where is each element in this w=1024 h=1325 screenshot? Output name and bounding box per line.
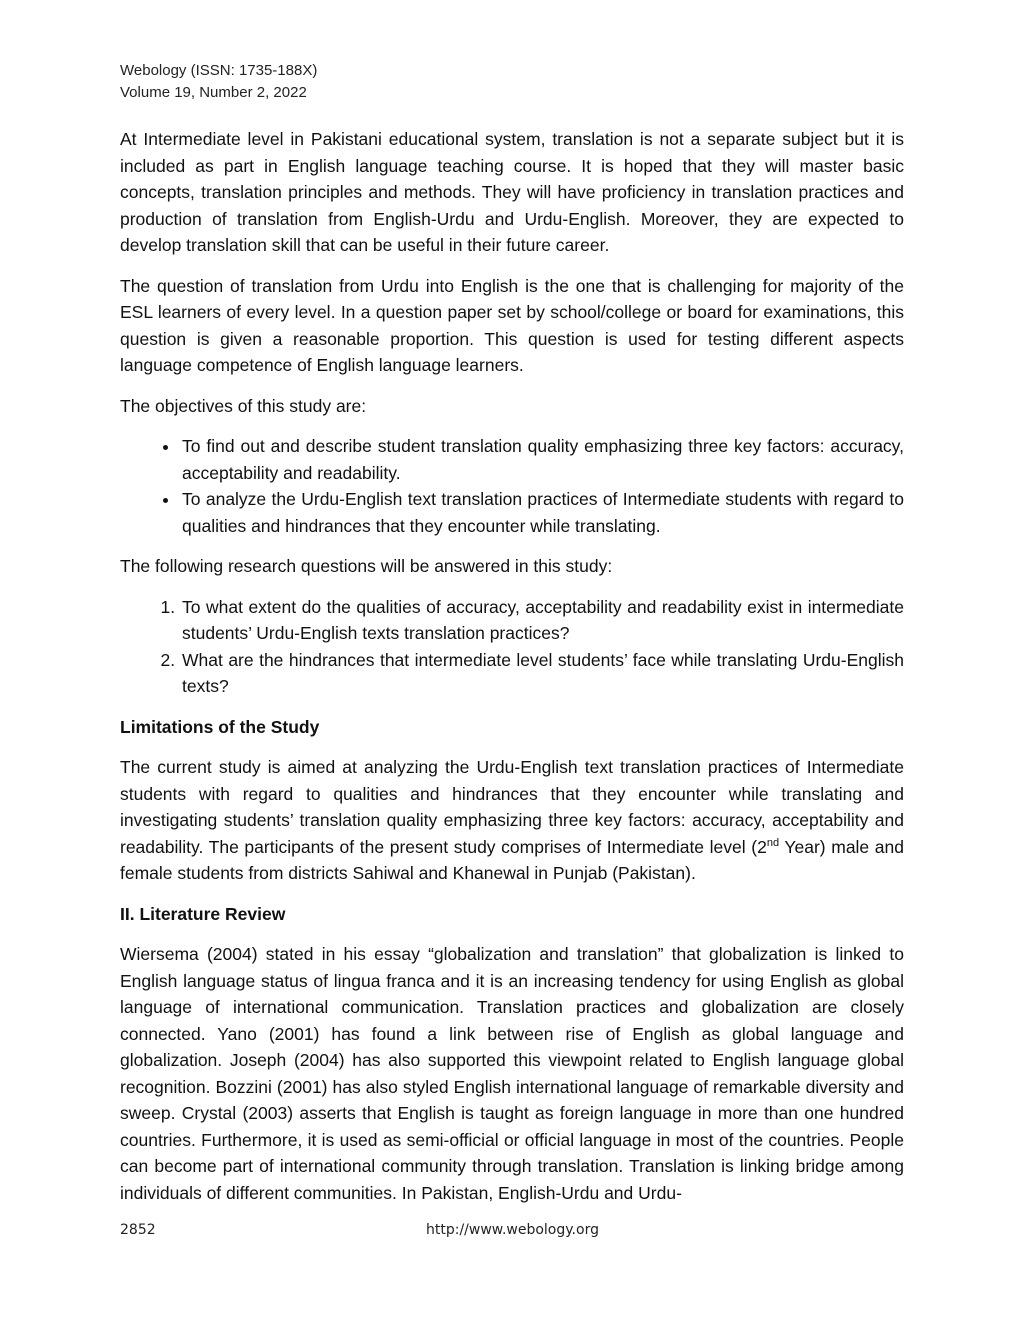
heading-literature-review: II. Literature Review	[120, 903, 286, 924]
journal-title: Webology (ISSN: 1735-188X)	[120, 62, 318, 79]
paragraph-literature-review: Wiersema (2004) stated in his essay “globalization and translation” that globalization is linked to English language status of lingua franca and it is an increasing tendency for using English as global language of international communication. Translation practices and globalization are closely connected. Yano (2001) has found a link between rise of English as global language and globalization. Joseph (2004) has also supported this viewpoint related to English language global recognition. Bozzini (2001) has also styled English international language of remarkable diversity and sweep. Crystal (2003) asserts that English is taught as foreign language in more than one hundred countries. Furthermore, it is used as semi-official or official language in most of the countries. People can become part of international community through translation. Translation is linking bridge among individuals of different communities. In Pakistan, English-Urdu and Urdu-	[120, 944, 904, 1203]
paragraph-limitations	[120, 754, 904, 887]
ordinal-suffix: nd	[766, 836, 780, 849]
list-item: 2. What are the hindrances that intermediate level students’ face while translating Urdu-English texts?	[180, 647, 904, 700]
paragraph-research-questions-intro: The following research questions will be answered in this study:	[120, 556, 613, 576]
main-body	[120, 126, 904, 1220]
objectives-list	[120, 433, 904, 539]
list-item: • To find out and describe student translation quality emphasizing three key factors: accuracy, acceptability and readability.	[180, 433, 904, 486]
paragraph-intermediate-level: At Intermediate level in Pakistani educational system, translation is not a separate subject but it is included as part in English language teaching course. It is hoped that they will master basic concepts, translation principles and methods. They will have proficiency in translation practices and production of translation from English-Urdu and Urdu-English. Moreover, they are expected to develop translation skill that can be useful in their future career.	[120, 129, 904, 255]
paragraph-objectives-intro: The objectives of this study are:	[120, 395, 367, 416]
limitations-text: The current study is aimed at analyzing the Urdu-English text translation practices of Intermediate students with regard to qualities and hindrances that they encounter while translating and investigating students’ translation quality emphasizing three key factors: accuracy, acceptability and readability. The participants of the present study comprises of Intermediate level (2	[120, 757, 904, 857]
running-header	[120, 60, 317, 104]
heading-limitations: Limitations of the Study	[120, 716, 320, 737]
list-item: • To analyze the Urdu-English text translation practices of Intermediate students with regard to qualities and hindrances that they encounter while translating.	[180, 486, 904, 539]
list-item: 1. To what extent do the qualities of accuracy, acceptability and readability exist in intermediate students’ Urdu-English texts translation practices?	[180, 594, 904, 647]
limitations-text-end: Year) male and female students from districts Sahiwal and Khanewal in Punjab (Pakistan).	[120, 836, 904, 883]
page-number: 2852	[120, 1222, 156, 1238]
research-questions-list	[120, 594, 904, 700]
volume-info: Volume 19, Number 2, 2022	[120, 84, 307, 101]
footer-url: http://www.webology.org	[426, 1222, 599, 1238]
paragraph-translation-question: The question of translation from Urdu into English is the one that is challenging for majority of the ESL learners of every level. In a question paper set by school/college or board for examinations, this question is given a reasonable proportion. This question is used for testing different aspects language competence of English language learners.	[120, 275, 904, 375]
